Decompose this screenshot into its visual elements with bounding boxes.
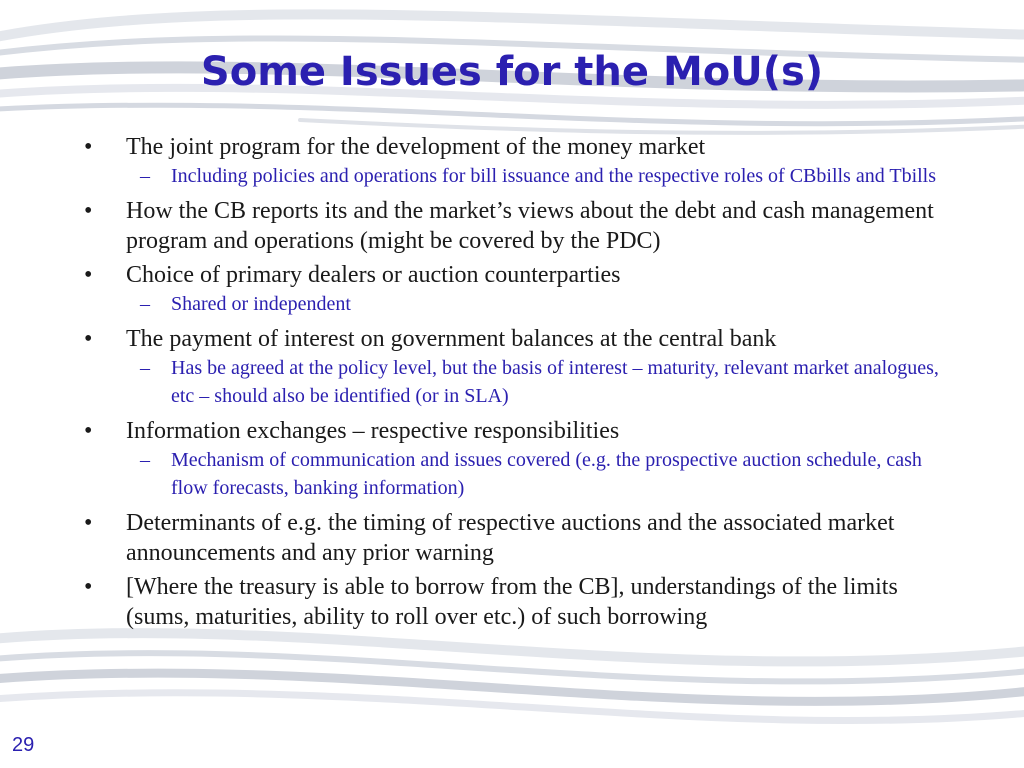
bullet-marker: • [84, 262, 93, 288]
sub-bullet-text: Has be agreed at the policy level, but the basis of interest – maturity, relevant market analogues, etc – should also be identified (or in SLA) [171, 357, 939, 407]
bullet-text: Choice of primary dealers or auction counterparties [126, 262, 621, 288]
bullet-text: The joint program for the development of the money market [126, 134, 706, 160]
sub-bullet-marker: – [140, 357, 150, 379]
sub-bullet-item [84, 290, 944, 318]
bullet-marker: • [84, 326, 93, 352]
bullet-marker: • [84, 134, 93, 160]
bullet-marker: • [84, 418, 93, 444]
bullet-text: Determinants of e.g. the timing of respective auctions and the associated market announcements and any prior warning [126, 510, 895, 566]
bullet-item [84, 508, 944, 568]
bullet-text: [Where the treasury is able to borrow from the CB], understandings of the limits (sums, maturities, ability to roll over etc.) of such borrowing [126, 574, 898, 630]
bullet-item [84, 260, 944, 290]
sub-bullet-item [84, 446, 944, 502]
sub-bullet-item [84, 354, 944, 410]
bullet-marker: • [84, 574, 93, 600]
bullet-text: Information exchanges – respective responsibilities [126, 418, 620, 444]
sub-bullet-marker: – [140, 293, 150, 315]
sub-bullet-marker: – [140, 165, 150, 187]
bullet-item [84, 132, 944, 162]
bullet-item [84, 324, 944, 354]
bullet-marker: • [84, 510, 93, 536]
sub-bullet-text: Shared or independent [171, 293, 351, 315]
bullet-marker: • [84, 198, 93, 224]
bullet-text: How the CB reports its and the market’s views about the debt and cash management program and operations (might be covered by the PDC) [126, 198, 934, 254]
sub-bullet-text: Including policies and operations for bill issuance and the respective roles of CBbills and Tbills [171, 165, 937, 187]
page-number: 29 [12, 734, 35, 756]
bullet-item [84, 196, 944, 256]
bullet-item [84, 572, 944, 632]
sub-bullet-text: Mechanism of communication and issues covered (e.g. the prospective auction schedule, cash flow forecasts, banking information) [171, 449, 922, 499]
bullet-list [84, 132, 944, 632]
bullet-item [84, 416, 944, 446]
sub-bullet-marker: – [140, 449, 150, 471]
slide-title: Some Issues for the MoU(s) [200, 49, 824, 95]
bullet-text: The payment of interest on government balances at the central bank [126, 326, 777, 352]
sub-bullet-item [84, 162, 944, 190]
